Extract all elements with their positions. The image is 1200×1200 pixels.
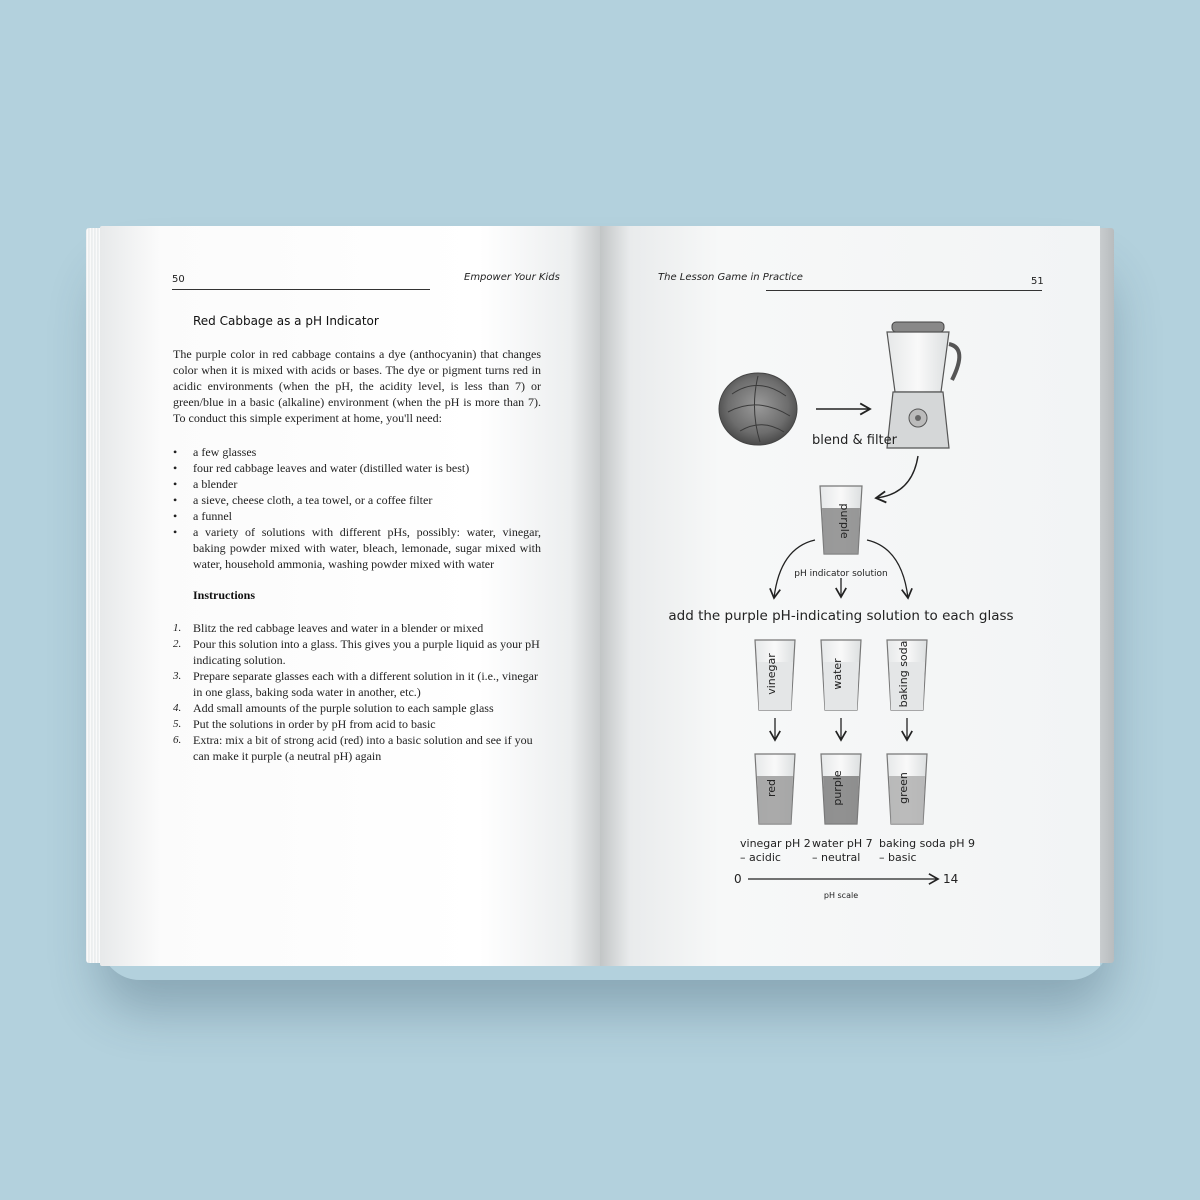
- caption-vinegar: vinegar pH 2: [740, 837, 811, 850]
- caption-baking-soda: baking soda pH 9: [879, 837, 976, 850]
- glass-label: purple: [831, 770, 844, 806]
- step-number: 6.: [173, 734, 182, 746]
- indicator-label: pH indicator solution: [794, 569, 888, 579]
- list-item: [173, 636, 541, 668]
- glass-label: red: [765, 778, 778, 798]
- scale-label: pH scale: [823, 891, 859, 900]
- left-running-head: Empower Your Kids: [464, 272, 560, 283]
- blend-filter-label: blend & filter: [812, 433, 897, 448]
- step-number: 5.: [173, 718, 182, 730]
- sample-glass-vinegar: [755, 640, 795, 710]
- list-item: • a sieve, cheese cloth, a tea towel, or a coffee filter: [173, 492, 541, 508]
- step-number: 2.: [173, 638, 182, 650]
- left-page-number: 50: [172, 274, 185, 285]
- sample-glass-baking-soda: [887, 640, 927, 710]
- list-item: [173, 668, 541, 700]
- step-text: Blitz the red cabbage leaves and water in a blender or mixed: [193, 621, 484, 635]
- step-text: Pour this solution into a glass. This gives you a purple liquid as your pH indicating solution.: [193, 637, 540, 667]
- intro-paragraph: The purple color in red cabbage contains a dye (anthocyanin) that changes color when it is mixed with acids or bases. The dye or pigment turns red in acidic environments (when the pH, the acidity level, is less than 7) or green/blue in a basic (alkaline) environment (when the pH is more than 7). To conduct this simple experiment at home, you'll need:: [173, 347, 541, 425]
- glass-label: purple: [838, 503, 851, 539]
- blender-icon: [887, 322, 959, 448]
- instructions-heading: Instructions: [193, 588, 256, 602]
- right-page: [600, 226, 1100, 966]
- list-item: • four red cabbage leaves and water (distilled water is best): [173, 460, 541, 476]
- step-text: Add small amounts of the purple solution to each sample glass: [193, 701, 494, 715]
- glass-label: baking soda: [897, 640, 910, 708]
- list-item: [173, 620, 541, 636]
- glass-label: vinegar: [765, 653, 778, 695]
- list-item: [173, 732, 541, 764]
- step-number: 1.: [173, 622, 182, 634]
- left-header-rule: [172, 289, 430, 290]
- caption-vinegar-type: – acidic: [740, 851, 781, 864]
- caption-water: water pH 7: [812, 837, 873, 850]
- step-number: 4.: [173, 702, 182, 714]
- step-text: Prepare separate glasses each with a different solution in it (i.e., vinegar in one glass, baking soda water in another, etc.): [193, 669, 538, 699]
- list-item: • a funnel: [173, 508, 541, 524]
- step-text: Put the solutions in order by pH from acid to basic: [193, 717, 436, 731]
- list-item: • a blender: [173, 476, 541, 492]
- scale-min: 0: [734, 872, 742, 886]
- instruction-text: add the purple pH-indicating solution to each glass: [668, 608, 1014, 624]
- left-page: [100, 226, 600, 966]
- result-glass-green: [887, 754, 927, 824]
- cabbage-icon: [719, 373, 797, 445]
- right-running-head: The Lesson Game in Practice: [658, 272, 803, 283]
- caption-baking-soda-type: – basic: [879, 851, 917, 864]
- result-glass-red: [755, 754, 795, 824]
- list-item: [173, 716, 541, 732]
- right-page-number: 51: [1031, 276, 1044, 287]
- result-glass-purple: [821, 754, 861, 824]
- instructions-list: [173, 620, 541, 764]
- list-item: • a variety of solutions with different pHs, possibly: water, vinegar, baking powder mixed with water, bleach, lemonade, sugar mixed with water, household ammonia, washing powder mixed with water: [173, 524, 541, 572]
- list-item: [173, 700, 541, 716]
- sample-glass-water: [821, 640, 861, 710]
- materials-list: [173, 444, 541, 572]
- step-text: Extra: mix a bit of strong acid (red) into a basic solution and see if you can make it purple (a neutral pH) again: [193, 733, 533, 763]
- caption-water-type: – neutral: [812, 851, 861, 864]
- section-title: Red Cabbage as a pH Indicator: [193, 314, 379, 328]
- arrow-to-indicator: [876, 456, 918, 498]
- glass-label: water: [831, 658, 844, 690]
- step-number: 3.: [173, 670, 182, 682]
- ph-indicator-diagram: [600, 226, 1100, 966]
- indicator-glass: [820, 486, 862, 554]
- glass-label: green: [897, 772, 910, 804]
- list-item: • a few glasses: [173, 444, 541, 460]
- scale-max: 14: [943, 872, 959, 886]
